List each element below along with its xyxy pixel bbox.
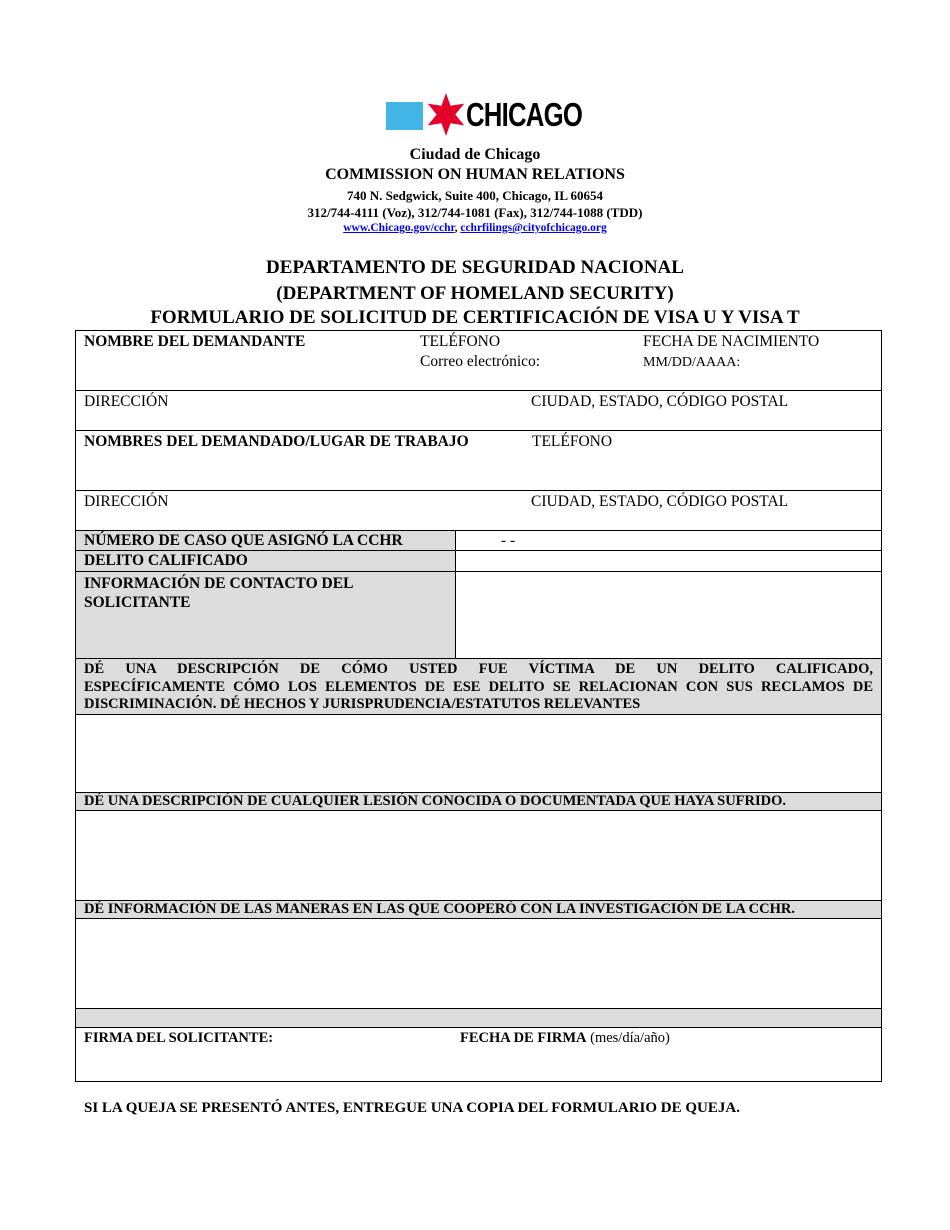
injury-description-label: DÉ UNA DESCRIPCIÓN DE CUALQUIER LESIÓN CONOCIDA O DOCUMENTADA QUE HAYA SUFRIDO.: [84, 793, 787, 809]
website-link[interactable]: www.Chicago.gov/cchr: [343, 222, 455, 234]
case-number-row: [76, 531, 881, 551]
logo-wordmark: CHICAGO: [466, 96, 583, 133]
certification-form: [75, 330, 882, 1082]
victim-description-field[interactable]: [76, 715, 881, 793]
city-state-zip-label: CIUDAD, ESTADO, CÓDIGO POSTAL: [531, 393, 789, 410]
address-label: DIRECCIÓN: [84, 393, 169, 410]
respondent-row[interactable]: [76, 431, 881, 491]
signature-date-format: (mes/día/año): [586, 1030, 670, 1046]
email-label: Correo electrónico:: [420, 353, 541, 370]
respondent-city-state-zip-label: CIUDAD, ESTADO, CÓDIGO POSTAL: [531, 493, 789, 510]
title-department-en: (DEPARTMENT OF HOMELAND SECURITY): [276, 283, 674, 304]
injury-description-field[interactable]: [76, 811, 881, 901]
signature-label: FIRMA DEL SOLICITANTE:: [84, 1030, 274, 1046]
office-address: 740 N. Sedgwick, Suite 400, Chicago, IL 60654: [346, 188, 604, 203]
victim-description-label: [84, 661, 873, 714]
complainant-name-label: NOMBRE DEL DEMANDANTE: [84, 333, 306, 350]
injury-description-header: [76, 793, 881, 811]
applicant-contact-row: [76, 572, 881, 659]
contact-links: [0, 222, 950, 234]
qualifying-crime-label: DELITO CALIFICADO: [84, 552, 248, 569]
footer-note: SI LA QUEJA SE PRESENTÓ ANTES, ENTREGUE UNA COPIA DEL FORMULARIO DE QUEJA.: [84, 1100, 740, 1116]
case-number-label: NÚMERO DE CASO QUE ASIGNÓ LA CCHR: [84, 532, 403, 549]
phone-label: TELÉFONO: [420, 333, 501, 350]
signature-date-label: [460, 1029, 670, 1048]
form-title: FORMULARIO DE SOLICITUD DE CERTIFICACIÓN DE VISA U Y VISA T: [150, 307, 800, 328]
applicant-contact-label: INFORMACIÓN DE CONTACTO DEL SOLICITANTE: [84, 575, 353, 611]
office-phones: 312/744-4111 (Voz), 312/744-1081 (Fax), 312/744-1088 (TDD): [307, 205, 643, 220]
chicago-logo: [386, 92, 583, 138]
cooperation-field[interactable]: [76, 919, 881, 1009]
cooperation-header: [76, 901, 881, 919]
case-number-field[interactable]: - -: [501, 532, 516, 549]
respondent-address-row[interactable]: [76, 491, 881, 531]
logo-blue-block: [386, 102, 423, 130]
gray-separator: [76, 1009, 881, 1028]
victim-description-line2: ESPECÍFICAMENTE CÓMO LOS ELEMENTOS DE ESE DELITO SE RELACIONAN CON SUS RECLAMOS DE DISCRIMINACIÓN. DÉ HECHOS Y JURISPRUDENCIA/ESTATUTOS RELEVANTES: [84, 678, 873, 712]
qualifying-crime-row: [76, 551, 881, 572]
email-link[interactable]: cchrfilings@cityofchicago.org: [460, 222, 607, 234]
qualifying-crime-field[interactable]: [456, 551, 881, 571]
city-name: Ciudad de Chicago: [409, 146, 541, 163]
cooperation-label: DÉ INFORMACIÓN DE LAS MANERAS EN LAS QUE COOPERÓ CON LA INVESTIGACIÓN DE LA CCHR.: [84, 901, 795, 917]
victim-description-header: [76, 659, 881, 715]
title-department-es: DEPARTAMENTO DE SEGURIDAD NACIONAL: [266, 257, 684, 278]
complainant-row[interactable]: [76, 331, 881, 391]
victim-description-line1: DÉ UNA DESCRIPCIÓN DE CÓMO USTED FUE VÍCTIMA DE UN DELITO CALIFICADO,: [84, 661, 873, 677]
link-separator: ,: [454, 222, 461, 234]
commission-name: COMMISSION ON HUMAN RELATIONS: [325, 166, 625, 183]
red-star-icon: [424, 92, 468, 138]
dob-label: FECHA DE NACIMIENTO: [643, 333, 820, 350]
dob-format-label: MM/DD/AAAA:: [643, 355, 741, 370]
respondent-address-label: DIRECCIÓN: [84, 493, 169, 510]
complainant-address-row[interactable]: [76, 391, 881, 431]
signature-date-title: FECHA DE FIRMA: [460, 1030, 587, 1046]
respondent-names-label: NOMBRES DEL DEMANDADO/LUGAR DE TRABAJO: [84, 433, 469, 450]
signature-row[interactable]: [76, 1028, 881, 1081]
applicant-contact-field[interactable]: [456, 572, 881, 658]
respondent-phone-label: TELÉFONO: [532, 433, 613, 450]
